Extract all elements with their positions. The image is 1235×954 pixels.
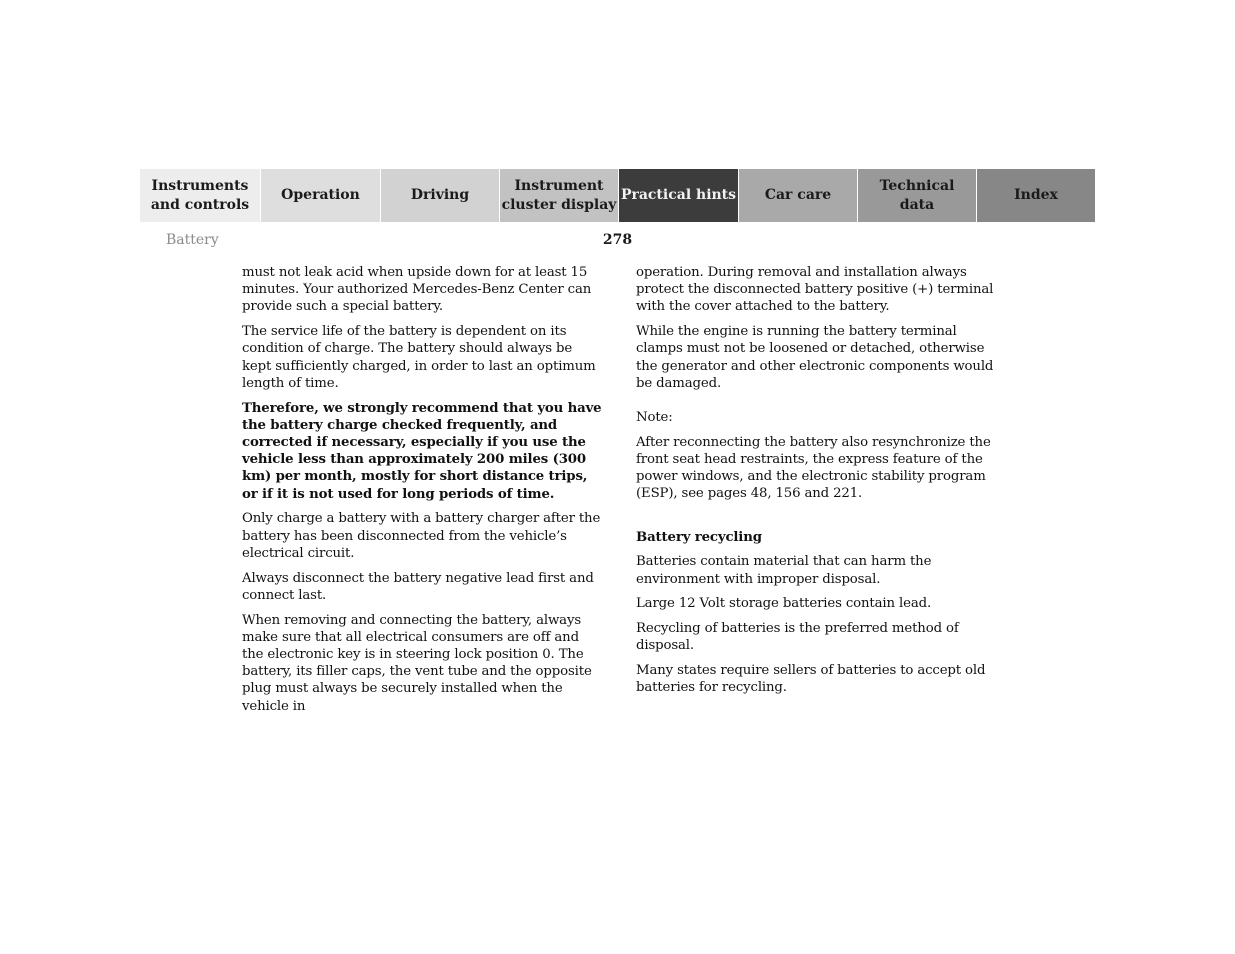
section-title: Battery <box>166 232 219 248</box>
section-tab-bar <box>140 169 1095 222</box>
paragraph: Many states require sellers of batteries to accept old batteries for recycling. <box>636 663 986 696</box>
tab-index[interactable]: Index <box>976 169 1095 222</box>
battery-recycling-heading: Battery recycling <box>636 529 762 545</box>
tab-technical-data[interactable]: Technical data <box>857 169 976 222</box>
note-label: Note: <box>636 410 673 426</box>
note-text: After reconnecting the battery also resynchronize the front seat head restraints, the express feature of the power windows, and the electronic stability program (ESP), see pages 48, 156 and 221. <box>636 434 991 502</box>
tab-practical-hints[interactable]: Practical hints <box>618 169 738 222</box>
paragraph: Recycling of batteries is the preferred method of disposal. <box>636 621 959 654</box>
page-number: 278 <box>602 232 633 248</box>
tab-instruments-and-controls[interactable]: Instruments and controls <box>140 169 260 222</box>
warning-paragraph: Therefore, we strongly recommend that you have the battery charge checked frequently, and corrected if necessary, especially if you use the vehicle less than approximately 200 miles (300 km) per month, mostly for short distance trips, or if it is not used for long periods of time. <box>242 400 602 502</box>
paragraph: must not leak acid when upside down for at least 15 minutes. Your authorized Mercedes-Benz Center can provide such a special battery. <box>242 265 592 315</box>
tab-operation[interactable]: Operation <box>260 169 380 222</box>
left-text-column <box>242 264 604 722</box>
paragraph: Always disconnect the battery negative lead first and connect last. <box>242 570 594 603</box>
paragraph: While the engine is running the battery terminal clamps must not be loosened or detached, otherwise the generator and other electronic components would be damaged. <box>636 324 994 391</box>
paragraph: Only charge a battery with a battery charger after the battery has been disconnected from the vehicle’s electrical circuit. <box>242 511 601 561</box>
paragraph: When removing and connecting the battery, always make sure that all electrical consumers are off and the electronic key is in steering lock position 0. The battery, its filler caps, the vent tube and the opposite plug must always be securely installed when the vehicle in <box>242 612 592 714</box>
paragraph: The service life of the battery is dependent on its condition of charge. The battery should always be kept sufficiently charged, in order to last an optimum length of time. <box>242 324 596 391</box>
paragraph: Large 12 Volt storage batteries contain lead. <box>636 596 932 612</box>
tab-driving[interactable]: Driving <box>380 169 499 222</box>
paragraph: Batteries contain material that can harm the environment with improper disposal. <box>636 554 932 587</box>
right-text-column <box>636 264 998 704</box>
tab-car-care[interactable]: Car care <box>738 169 857 222</box>
tab-instrument-cluster-display[interactable]: Instrument cluster display <box>499 169 618 222</box>
paragraph: operation. During removal and installation always protect the disconnected battery positive (+) terminal with the cover attached to the battery. <box>636 265 994 315</box>
